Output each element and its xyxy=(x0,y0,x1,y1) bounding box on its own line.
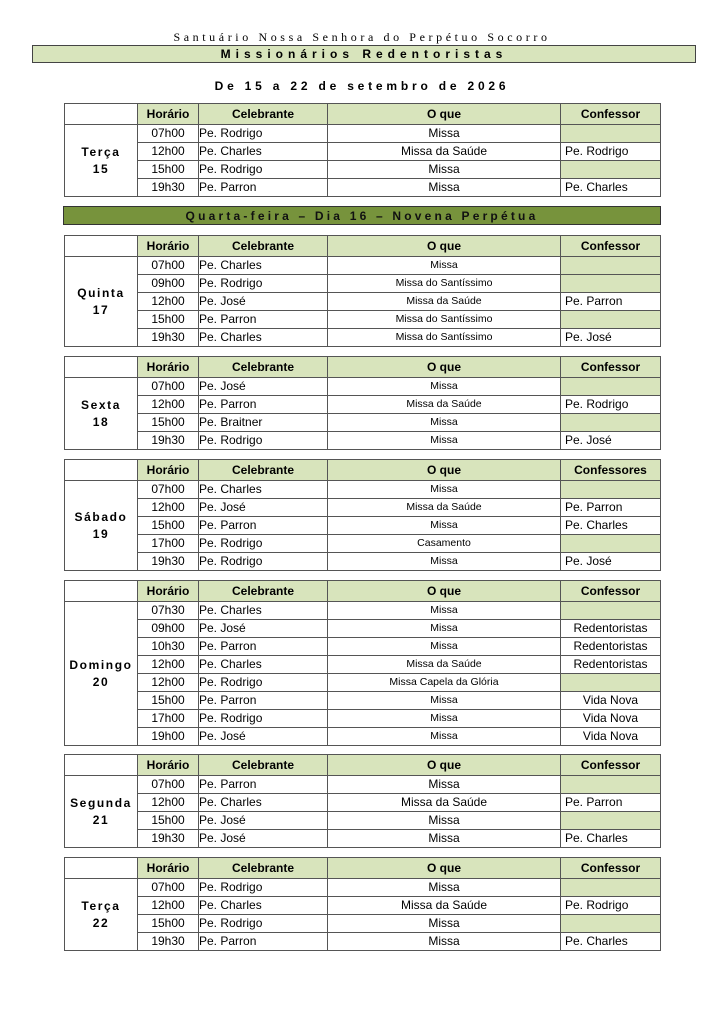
header-celebrant: Celebrante xyxy=(199,236,328,257)
time-cell: 19h30 xyxy=(138,830,199,848)
time-cell: 19h00 xyxy=(138,728,199,746)
confessor-cell xyxy=(561,879,661,897)
day-label xyxy=(65,378,138,450)
table-header-row xyxy=(65,858,661,879)
day-label xyxy=(65,257,138,347)
table-row xyxy=(65,897,661,915)
table-row xyxy=(65,915,661,933)
celebrant-cell: Pe. José xyxy=(199,378,328,396)
table-row xyxy=(65,535,661,553)
header-time: Horário xyxy=(138,755,199,776)
table-row xyxy=(65,125,661,143)
confessor-cell: Pe. Parron xyxy=(561,293,661,311)
table-row xyxy=(65,602,661,620)
time-cell: 17h00 xyxy=(138,535,199,553)
header-time: Horário xyxy=(138,460,199,481)
table-row xyxy=(65,812,661,830)
header-celebrant: Celebrante xyxy=(199,858,328,879)
confessor-cell: Vida Nova xyxy=(561,692,661,710)
day-name: Sexta xyxy=(80,397,122,412)
time-cell: 19h30 xyxy=(138,432,199,450)
celebrant-cell: Pe. Rodrigo xyxy=(199,275,328,293)
celebrant-cell: Pe. Rodrigo xyxy=(199,125,328,143)
table-header-row xyxy=(65,236,661,257)
celebrant-cell: Pe. José xyxy=(199,728,328,746)
time-cell: 12h00 xyxy=(138,656,199,674)
celebrant-cell: Pe. Rodrigo xyxy=(199,674,328,692)
confessor-cell: Redentoristas xyxy=(561,656,661,674)
day-table xyxy=(64,459,661,571)
day-name: Quinta xyxy=(77,285,125,300)
confessor-cell xyxy=(561,275,661,293)
table-row xyxy=(65,293,661,311)
table-row xyxy=(65,499,661,517)
header-celebrant: Celebrante xyxy=(199,460,328,481)
celebrant-cell: Pe. Rodrigo xyxy=(199,432,328,450)
time-cell: 12h00 xyxy=(138,293,199,311)
time-cell: 07h00 xyxy=(138,257,199,275)
celebrant-cell: Pe. José xyxy=(199,812,328,830)
time-cell: 15h00 xyxy=(138,311,199,329)
table-header-row xyxy=(65,357,661,378)
what-cell: Missa xyxy=(328,553,561,571)
novena-banner: Quarta-feira – Dia 16 – Novena Perpétua xyxy=(63,206,661,225)
day-number: 17 xyxy=(92,302,110,317)
confessor-cell xyxy=(561,257,661,275)
header-what: O que xyxy=(328,104,561,125)
confessor-cell: Pe. Charles xyxy=(561,933,661,951)
celebrant-cell: Pe. Parron xyxy=(199,311,328,329)
confessor-cell xyxy=(561,674,661,692)
header-time: Horário xyxy=(138,357,199,378)
header-blank xyxy=(65,236,138,257)
confessor-cell: Vida Nova xyxy=(561,710,661,728)
what-cell: Missa da Saúde xyxy=(328,143,561,161)
what-cell: Missa da Saúde xyxy=(328,396,561,414)
celebrant-cell: Pe. Charles xyxy=(199,481,328,499)
celebrant-cell: Pe. José xyxy=(199,499,328,517)
celebrant-cell: Pe. Charles xyxy=(199,897,328,915)
confessor-cell xyxy=(561,161,661,179)
celebrant-cell: Pe. Parron xyxy=(199,638,328,656)
what-cell: Missa xyxy=(328,830,561,848)
day-name: Terça xyxy=(81,144,121,159)
confessor-cell xyxy=(561,414,661,432)
confessor-cell xyxy=(561,602,661,620)
celebrant-cell: Pe. Charles xyxy=(199,794,328,812)
celebrant-cell: Pe. Charles xyxy=(199,257,328,275)
what-cell: Missa xyxy=(328,378,561,396)
missionaries-title: Missionários Redentoristas xyxy=(32,45,696,63)
time-cell: 09h00 xyxy=(138,275,199,293)
celebrant-cell: Pe. José xyxy=(199,830,328,848)
what-cell: Missa Capela da Glória xyxy=(328,674,561,692)
table-row xyxy=(65,378,661,396)
celebrant-cell: Pe. Charles xyxy=(199,143,328,161)
header-celebrant: Celebrante xyxy=(199,581,328,602)
what-cell: Missa xyxy=(328,710,561,728)
table-row xyxy=(65,257,661,275)
day-number: 21 xyxy=(92,812,110,827)
table-row xyxy=(65,432,661,450)
table-header-row xyxy=(65,104,661,125)
time-cell: 07h30 xyxy=(138,602,199,620)
celebrant-cell: Pe. Rodrigo xyxy=(199,535,328,553)
what-cell: Missa xyxy=(328,432,561,450)
celebrant-cell: Pe. Parron xyxy=(199,776,328,794)
table-row xyxy=(65,161,661,179)
day-table xyxy=(64,580,661,746)
day-number: 20 xyxy=(92,674,110,689)
table-header-row xyxy=(65,581,661,602)
what-cell: Missa xyxy=(328,879,561,897)
confessor-cell xyxy=(561,915,661,933)
header-blank xyxy=(65,581,138,602)
header-blank xyxy=(65,104,138,125)
header-confessor: Confessor xyxy=(561,581,661,602)
header-confessor: Confessor xyxy=(561,236,661,257)
header-blank xyxy=(65,357,138,378)
header-confessor: Confessor xyxy=(561,755,661,776)
celebrant-cell: Pe. Charles xyxy=(199,329,328,347)
time-cell: 12h00 xyxy=(138,499,199,517)
what-cell: Missa xyxy=(328,933,561,951)
celebrant-cell: Pe. José xyxy=(199,293,328,311)
header-confessor: Confessor xyxy=(561,104,661,125)
day-table xyxy=(64,356,661,450)
confessor-cell xyxy=(561,311,661,329)
header-what: O que xyxy=(328,236,561,257)
confessor-cell: Pe. José xyxy=(561,432,661,450)
table-row xyxy=(65,329,661,347)
what-cell: Missa da Saúde xyxy=(328,794,561,812)
table-row xyxy=(65,553,661,571)
table-row xyxy=(65,728,661,746)
what-cell: Missa do Santíssimo xyxy=(328,275,561,293)
time-cell: 12h00 xyxy=(138,674,199,692)
confessor-cell xyxy=(561,125,661,143)
header-what: O que xyxy=(328,755,561,776)
confessor-cell: Vida Nova xyxy=(561,728,661,746)
day-label xyxy=(65,125,138,197)
table-row xyxy=(65,517,661,535)
what-cell: Missa do Santíssimo xyxy=(328,329,561,347)
what-cell: Missa da Saúde xyxy=(328,656,561,674)
celebrant-cell: Pe. Braitner xyxy=(199,414,328,432)
day-number: 19 xyxy=(92,526,110,541)
day-label xyxy=(65,481,138,571)
celebrant-cell: Pe. Rodrigo xyxy=(199,879,328,897)
table-row xyxy=(65,656,661,674)
confessor-cell: Pe. Rodrigo xyxy=(561,396,661,414)
time-cell: 07h00 xyxy=(138,125,199,143)
table-row xyxy=(65,143,661,161)
header-celebrant: Celebrante xyxy=(199,357,328,378)
header-celebrant: Celebrante xyxy=(199,104,328,125)
time-cell: 07h00 xyxy=(138,481,199,499)
confessor-cell xyxy=(561,481,661,499)
time-cell: 15h00 xyxy=(138,161,199,179)
header-confessor: Confessor xyxy=(561,357,661,378)
celebrant-cell: Pe. Rodrigo xyxy=(199,710,328,728)
time-cell: 17h00 xyxy=(138,710,199,728)
time-cell: 15h00 xyxy=(138,517,199,535)
confessor-cell: Pe. José xyxy=(561,329,661,347)
what-cell: Casamento xyxy=(328,535,561,553)
table-row xyxy=(65,692,661,710)
time-cell: 12h00 xyxy=(138,143,199,161)
header-time: Horário xyxy=(138,581,199,602)
table-row xyxy=(65,638,661,656)
table-row xyxy=(65,179,661,197)
what-cell: Missa xyxy=(328,915,561,933)
time-cell: 19h30 xyxy=(138,553,199,571)
day-label xyxy=(65,879,138,951)
table-row xyxy=(65,481,661,499)
day-name: Segunda xyxy=(70,795,132,810)
what-cell: Missa xyxy=(328,179,561,197)
table-header-row xyxy=(65,755,661,776)
celebrant-cell: Pe. Charles xyxy=(199,656,328,674)
header-time: Horário xyxy=(138,858,199,879)
what-cell: Missa do Santíssimo xyxy=(328,311,561,329)
day-table xyxy=(64,235,661,347)
confessor-cell: Pe. Rodrigo xyxy=(561,143,661,161)
what-cell: Missa xyxy=(328,517,561,535)
what-cell: Missa xyxy=(328,257,561,275)
celebrant-cell: Pe. Charles xyxy=(199,602,328,620)
time-cell: 12h00 xyxy=(138,396,199,414)
table-row xyxy=(65,710,661,728)
confessor-cell: Redentoristas xyxy=(561,620,661,638)
celebrant-cell: Pe. Rodrigo xyxy=(199,553,328,571)
what-cell: Missa xyxy=(328,414,561,432)
what-cell: Missa da Saúde xyxy=(328,499,561,517)
confessor-cell: Pe. Parron xyxy=(561,794,661,812)
time-cell: 12h00 xyxy=(138,897,199,915)
table-row xyxy=(65,414,661,432)
table-row xyxy=(65,830,661,848)
day-number: 18 xyxy=(92,414,110,429)
celebrant-cell: Pe. Parron xyxy=(199,517,328,535)
what-cell: Missa xyxy=(328,620,561,638)
confessor-cell xyxy=(561,535,661,553)
day-number: 22 xyxy=(92,915,110,930)
celebrant-cell: Pe. Parron xyxy=(199,396,328,414)
what-cell: Missa da Saúde xyxy=(328,293,561,311)
what-cell: Missa xyxy=(328,602,561,620)
time-cell: 07h00 xyxy=(138,378,199,396)
header-what: O que xyxy=(328,581,561,602)
time-cell: 10h30 xyxy=(138,638,199,656)
header-blank xyxy=(65,755,138,776)
table-row xyxy=(65,275,661,293)
day-table xyxy=(64,857,661,951)
day-name: Sábado xyxy=(74,509,128,524)
header-time: Horário xyxy=(138,236,199,257)
confessor-cell: Pe. Rodrigo xyxy=(561,897,661,915)
time-cell: 07h00 xyxy=(138,776,199,794)
confessor-cell xyxy=(561,776,661,794)
table-row xyxy=(65,933,661,951)
day-label xyxy=(65,602,138,746)
time-cell: 19h30 xyxy=(138,179,199,197)
confessor-cell: Pe. Charles xyxy=(561,517,661,535)
confessor-cell xyxy=(561,378,661,396)
day-name: Terça xyxy=(81,898,121,913)
time-cell: 07h00 xyxy=(138,879,199,897)
table-row xyxy=(65,396,661,414)
time-cell: 12h00 xyxy=(138,794,199,812)
what-cell: Missa xyxy=(328,161,561,179)
header-what: O que xyxy=(328,460,561,481)
header-confessor: Confessor xyxy=(561,858,661,879)
confessor-cell: Pe. José xyxy=(561,553,661,571)
celebrant-cell: Pe. Rodrigo xyxy=(199,161,328,179)
header-blank xyxy=(65,858,138,879)
confessor-cell: Pe. Parron xyxy=(561,499,661,517)
day-label xyxy=(65,776,138,848)
confessor-cell: Pe. Charles xyxy=(561,830,661,848)
header-celebrant: Celebrante xyxy=(199,755,328,776)
confessor-cell xyxy=(561,812,661,830)
what-cell: Missa xyxy=(328,638,561,656)
table-row xyxy=(65,879,661,897)
table-header-row xyxy=(65,460,661,481)
day-number: 15 xyxy=(92,161,110,176)
table-row xyxy=(65,311,661,329)
table-row xyxy=(65,794,661,812)
celebrant-cell: Pe. Parron xyxy=(199,933,328,951)
what-cell: Missa xyxy=(328,728,561,746)
time-cell: 19h30 xyxy=(138,329,199,347)
time-cell: 15h00 xyxy=(138,414,199,432)
what-cell: Missa xyxy=(328,125,561,143)
table-row xyxy=(65,776,661,794)
time-cell: 09h00 xyxy=(138,620,199,638)
day-name: Domingo xyxy=(69,657,133,672)
header-what: O que xyxy=(328,858,561,879)
time-cell: 15h00 xyxy=(138,812,199,830)
celebrant-cell: Pe. José xyxy=(199,620,328,638)
header-what: O que xyxy=(328,357,561,378)
day-table xyxy=(64,103,661,197)
what-cell: Missa xyxy=(328,481,561,499)
day-table xyxy=(64,754,661,848)
what-cell: Missa xyxy=(328,776,561,794)
celebrant-cell: Pe. Parron xyxy=(199,692,328,710)
header-time: Horário xyxy=(138,104,199,125)
celebrant-cell: Pe. Parron xyxy=(199,179,328,197)
confessor-cell: Redentoristas xyxy=(561,638,661,656)
table-row xyxy=(65,674,661,692)
what-cell: Missa xyxy=(328,692,561,710)
what-cell: Missa xyxy=(328,812,561,830)
date-range: De 15 a 22 de setembro de 2026 xyxy=(214,79,510,93)
sanctuary-title: Santuário Nossa Senhora do Perpétuo Socorro xyxy=(173,30,551,44)
what-cell: Missa da Saúde xyxy=(328,897,561,915)
header-confessor: Confessores xyxy=(561,460,661,481)
time-cell: 15h00 xyxy=(138,692,199,710)
header-blank xyxy=(65,460,138,481)
table-row xyxy=(65,620,661,638)
time-cell: 19h30 xyxy=(138,933,199,951)
confessor-cell: Pe. Charles xyxy=(561,179,661,197)
celebrant-cell: Pe. Rodrigo xyxy=(199,915,328,933)
time-cell: 15h00 xyxy=(138,915,199,933)
